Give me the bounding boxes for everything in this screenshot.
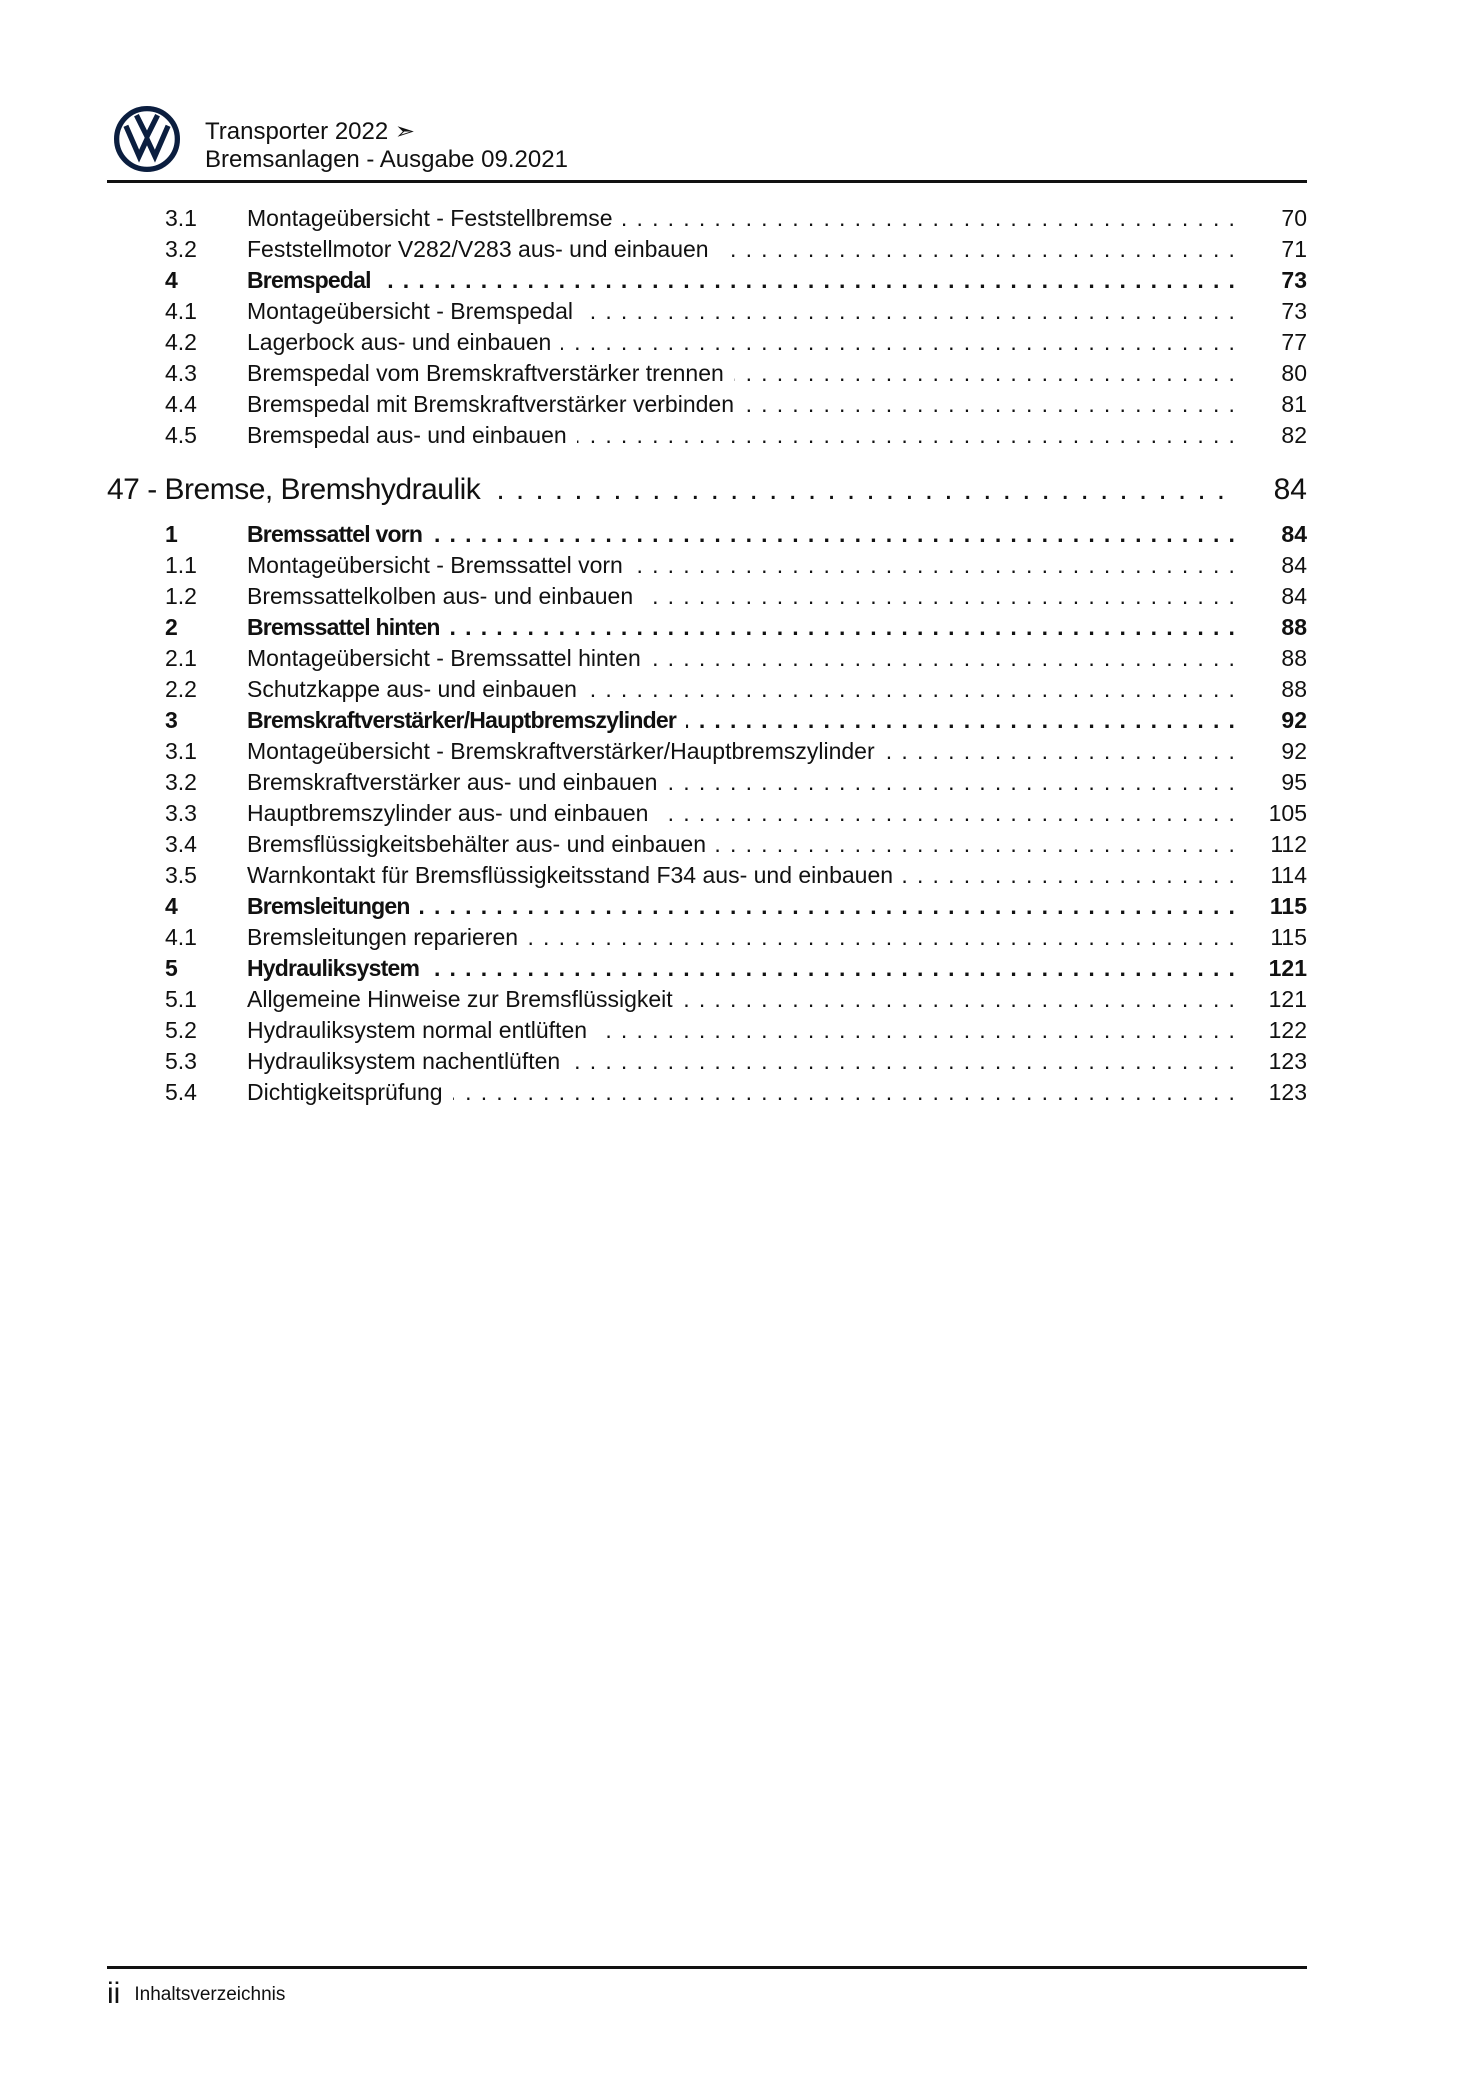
toc-entry-number: 4.1 [165, 924, 197, 950]
toc-entry[interactable] [107, 550, 1307, 581]
toc-entry-number: 4.1 [165, 298, 197, 324]
toc-entry-number: 3.2 [165, 769, 197, 795]
toc-entry[interactable] [107, 265, 1307, 296]
toc-entry-title: Bremspedal [247, 267, 381, 293]
toc-entry-title-leader [247, 358, 1237, 389]
toc-entry-number: 5.3 [165, 1048, 197, 1074]
toc-entry-page: 70 [1281, 205, 1307, 231]
toc-entry-title-leader [247, 643, 1237, 674]
toc-entry-title: Bremspedal aus- und einbauen [247, 422, 577, 448]
toc-entry-title: Montageübersicht - Bremssattel vorn [247, 552, 633, 578]
footer-divider [107, 1966, 1307, 1969]
toc-entry-title-leader [247, 736, 1237, 767]
toc-entry-page: 112 [1270, 831, 1307, 857]
toc-entry-title-leader [247, 612, 1237, 643]
toc-entry-title: Lagerbock aus- und einbauen [247, 329, 561, 355]
page-number: ii [107, 1977, 121, 2010]
toc-entry-title-leader [247, 984, 1237, 1015]
toc-entry[interactable] [107, 953, 1307, 984]
toc-entry-title: Bremsleitungen [247, 893, 420, 919]
toc-entry-page: 84 [1281, 552, 1307, 578]
toc-entry-title: Bremssattelkolben aus- und einbauen [247, 583, 643, 609]
toc-entry-page: 123 [1268, 1079, 1307, 1105]
toc-entry[interactable] [107, 358, 1307, 389]
toc-entry[interactable] [107, 767, 1307, 798]
toc-entry-title: Bremspedal mit Bremskraftverstärker verbinden [247, 391, 744, 417]
toc-entry-title: Bremsflüssigkeitsbehälter aus- und einbauen [247, 831, 716, 857]
toc-entry[interactable] [107, 984, 1307, 1015]
toc-entry-title-leader [247, 953, 1237, 984]
toc-entry-page: 123 [1268, 1048, 1307, 1074]
toc-entry-number: 4.4 [165, 391, 197, 417]
toc-entry-number: 5.1 [165, 986, 197, 1012]
toc-entry-title-leader [247, 705, 1237, 736]
toc-entry[interactable] [107, 581, 1307, 612]
toc-entry-title: Hydrauliksystem normal entlüften [247, 1017, 597, 1043]
toc-entry-title: Hydrauliksystem nachentlüften [247, 1048, 570, 1074]
toc-entry-page: 95 [1281, 769, 1307, 795]
toc-entry-title: Bremsleitungen reparieren [247, 924, 528, 950]
toc-entry-title-leader [247, 234, 1237, 265]
toc-entry-title: Montageübersicht - Bremspedal [247, 298, 583, 324]
toc-entry-page: 92 [1281, 707, 1307, 733]
toc-entry-number: 3 [165, 707, 178, 733]
toc-entry[interactable] [107, 798, 1307, 829]
toc-entry-page: 88 [1281, 645, 1307, 671]
toc-entry-title: Bremssattel vorn [247, 521, 432, 547]
toc-entry[interactable] [107, 860, 1307, 891]
table-of-contents [107, 203, 1307, 1108]
toc-entry-number: 4.3 [165, 360, 197, 386]
toc-entry[interactable] [107, 420, 1307, 451]
toc-entry-page: 84 [1281, 583, 1307, 609]
header-divider [107, 180, 1307, 183]
toc-entry-title-leader [247, 420, 1237, 451]
toc-entry-title-leader [247, 922, 1237, 953]
toc-entry-page: 122 [1268, 1017, 1307, 1043]
toc-entry-title: Hydrauliksystem [247, 955, 429, 981]
toc-entry-page: 73 [1281, 298, 1307, 324]
toc-entry-page: 84 [1273, 473, 1307, 506]
toc-entry-title: Dichtigkeitsprüfung [247, 1079, 453, 1105]
toc-entry-number: 4.5 [165, 422, 197, 448]
toc-entry-page: 88 [1281, 676, 1307, 702]
toc-entry[interactable] [107, 736, 1307, 767]
toc-entry-title-leader [247, 829, 1237, 860]
toc-entry-number: 3.2 [165, 236, 197, 262]
toc-entry[interactable] [107, 705, 1307, 736]
document-title [205, 118, 568, 174]
toc-entry[interactable] [107, 674, 1307, 705]
toc-entry-title-leader [247, 296, 1237, 327]
toc-entry-page: 115 [1270, 924, 1307, 950]
toc-entry[interactable] [107, 234, 1307, 265]
toc-entry-number: 5 [165, 955, 178, 981]
toc-entry-title-leader [247, 203, 1237, 234]
toc-entry-page: 77 [1281, 329, 1307, 355]
toc-entry-number: 3.4 [165, 831, 197, 857]
toc-entry-title-leader [247, 389, 1237, 420]
page-header [107, 102, 1307, 182]
toc-entry-title-leader [247, 860, 1237, 891]
vw-logo-icon [114, 106, 180, 172]
toc-entry[interactable] [107, 829, 1307, 860]
toc-entry-page: 121 [1268, 986, 1307, 1012]
toc-entry[interactable] [107, 612, 1307, 643]
toc-entry-number: 3.1 [165, 205, 197, 231]
toc-entry-title-leader [247, 1046, 1237, 1077]
toc-entry-page: 73 [1281, 267, 1307, 293]
toc-entry-number: 1 [165, 521, 178, 547]
toc-entry-title-leader [247, 767, 1237, 798]
toc-entry-page: 121 [1268, 955, 1307, 981]
toc-entry-title-leader [247, 550, 1237, 581]
footer-section-title: Inhaltsverzeichnis [134, 1984, 286, 2005]
toc-entry-page: 71 [1281, 236, 1307, 262]
toc-entry-title-leader [107, 467, 1237, 513]
toc-entry-title-leader [247, 327, 1237, 358]
toc-entry-page: 115 [1269, 893, 1307, 919]
toc-entry-number: 1.1 [165, 552, 197, 578]
toc-entry-number: 5.4 [165, 1079, 197, 1105]
toc-entry-title: Bremssattel hinten [247, 614, 450, 640]
toc-entry-number: 1.2 [165, 583, 197, 609]
toc-entry-title-leader [247, 891, 1237, 922]
toc-entry[interactable] [107, 891, 1307, 922]
toc-entry-page: 114 [1270, 862, 1307, 888]
toc-entry-title: Bremspedal vom Bremskraftverstärker trennen [247, 360, 734, 386]
toc-entry[interactable] [107, 922, 1307, 953]
toc-entry[interactable] [107, 643, 1307, 674]
toc-entry-title: Montageübersicht - Feststellbremse [247, 205, 623, 231]
toc-entry-number: 3.3 [165, 800, 197, 826]
toc-entry-title: Montageübersicht - Bremskraftverstärker/Hauptbremszylinder [247, 738, 885, 764]
header-line-manual: Bremsanlagen - Ausgabe 09.2021 [205, 146, 568, 173]
toc-entry-page: 88 [1281, 614, 1307, 640]
toc-entry[interactable] [107, 327, 1307, 358]
toc-entry[interactable] [107, 467, 1307, 513]
toc-entry-title-leader [247, 265, 1237, 296]
toc-entry-title-leader [247, 798, 1237, 829]
header-line-vehicle: Transporter 2022 ➣ [205, 118, 415, 145]
toc-entry-title: Feststellmotor V282/V283 aus- und einbauen [247, 236, 719, 262]
toc-entry[interactable] [107, 296, 1307, 327]
toc-entry-title-leader [247, 674, 1237, 705]
toc-entry-title: Montageübersicht - Bremssattel hinten [247, 645, 651, 671]
toc-entry[interactable] [107, 1077, 1307, 1108]
toc-entry-page: 84 [1281, 521, 1307, 547]
toc-entry-number: 4.2 [165, 329, 197, 355]
toc-entry-title: Hauptbremszylinder aus- und einbauen [247, 800, 658, 826]
page-footer [107, 1976, 285, 2016]
toc-entry-title: Bremskraftverstärker/Hauptbremszylinder [247, 707, 686, 733]
toc-entry-title: Allgemeine Hinweise zur Bremsflüssigkeit [247, 986, 683, 1012]
toc-entry-title: Bremskraftverstärker aus- und einbauen [247, 769, 667, 795]
toc-entry-number: 3.5 [165, 862, 197, 888]
toc-entry[interactable] [107, 389, 1307, 420]
toc-entry[interactable] [107, 1015, 1307, 1046]
toc-entry-title: Schutzkappe aus- und einbauen [247, 676, 587, 702]
toc-entry-title: Warnkontakt für Bremsflüssigkeitsstand F34 aus- und einbauen [247, 862, 903, 888]
toc-entry-page: 92 [1281, 738, 1307, 764]
toc-entry[interactable] [107, 519, 1307, 550]
toc-entry-number: 2 [165, 614, 178, 640]
toc-entry-page: 105 [1268, 800, 1307, 826]
toc-entry[interactable] [107, 1046, 1307, 1077]
toc-entry-page: 80 [1281, 360, 1307, 386]
toc-entry-page: 82 [1281, 422, 1307, 448]
toc-entry[interactable] [107, 203, 1307, 234]
toc-entry-number: 5.2 [165, 1017, 197, 1043]
toc-entry-number: 2.1 [165, 645, 197, 671]
toc-entry-title: 47 - Bremse, Bremshydraulik [107, 473, 490, 506]
toc-entry-number: 4 [165, 267, 178, 293]
toc-entry-number: 3.1 [165, 738, 197, 764]
toc-entry-page: 81 [1281, 391, 1307, 417]
toc-entry-title-leader [247, 519, 1237, 550]
toc-entry-title-leader [247, 1015, 1237, 1046]
toc-entry-title-leader [247, 1077, 1237, 1108]
toc-entry-number: 4 [165, 893, 178, 919]
toc-entry-number: 2.2 [165, 676, 197, 702]
toc-entry-title-leader [247, 581, 1237, 612]
